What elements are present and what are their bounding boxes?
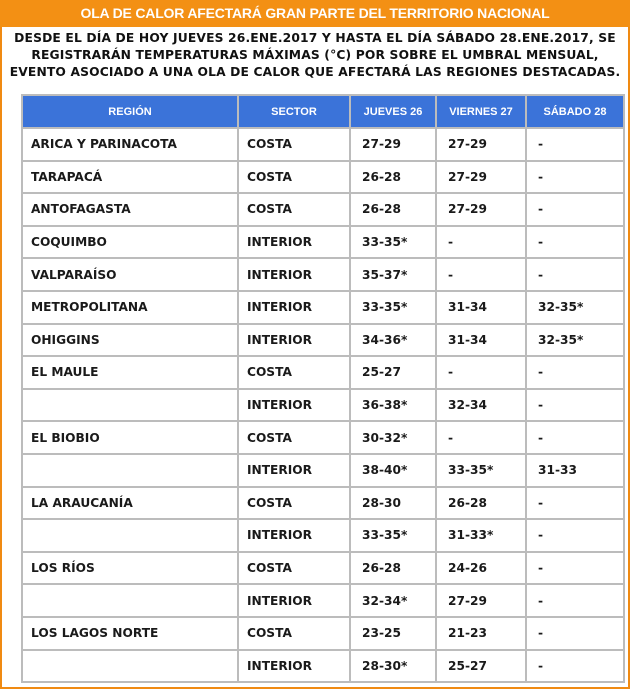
cell-region: METROPOLITANA [23,292,237,323]
cell-sabado: - [527,618,623,649]
cell-region: ARICA Y PARINACOTA [23,129,237,160]
cell-region: COQUIMBO [23,227,237,258]
cell-region: VALPARAÍSO [23,259,237,290]
intro-line: REGISTRARÁN TEMPERATURAS MÁXIMAS (°C) POR SOBRE EL UMBRAL MENSUAL, [31,48,599,62]
cell-viernes: 31-34 [437,325,525,356]
temperature-table [21,94,625,683]
table-row [23,585,623,616]
cell-region: ANTOFAGASTA [23,194,237,225]
table-row [23,455,623,486]
cell-sector: COSTA [239,618,349,649]
cell-jueves: 26-28 [351,162,435,193]
cell-sector: COSTA [239,488,349,519]
cell-sabado: - [527,422,623,453]
cell-viernes: 21-23 [437,618,525,649]
cell-jueves: 32-34* [351,585,435,616]
cell-sector: INTERIOR [239,325,349,356]
table-row [23,259,623,290]
cell-sector: COSTA [239,194,349,225]
cell-viernes: 27-29 [437,162,525,193]
cell-sector: INTERIOR [239,455,349,486]
cell-jueves: 25-27 [351,357,435,388]
table-row [23,194,623,225]
cell-region: OHIGGINS [23,325,237,356]
cell-sector: INTERIOR [239,520,349,551]
cell-jueves: 26-28 [351,553,435,584]
intro-line: DESDE EL DÍA DE HOY JUEVES 26.ENE.2017 Y HASTA EL DÍA SÁBADO 28.ENE.2017, SE [14,31,616,45]
table-row [23,292,623,323]
cell-region [23,585,237,616]
cell-sector: COSTA [239,553,349,584]
cell-sector: INTERIOR [239,259,349,290]
cell-sabado: - [527,553,623,584]
cell-region [23,390,237,421]
cell-viernes: 24-26 [437,553,525,584]
cell-sabado: - [527,227,623,258]
cell-sabado: - [527,520,623,551]
cell-region: EL MAULE [23,357,237,388]
cell-sector: INTERIOR [239,390,349,421]
cell-sector: COSTA [239,162,349,193]
cell-region: EL BIOBIO [23,422,237,453]
cell-sabado: - [527,162,623,193]
cell-viernes: 32-34 [437,390,525,421]
cell-sabado: - [527,194,623,225]
cell-sabado: 32-35* [527,325,623,356]
cell-sabado: 31-33 [527,455,623,486]
cell-viernes: - [437,357,525,388]
cell-viernes: 27-29 [437,194,525,225]
cell-viernes: - [437,259,525,290]
cell-jueves: 28-30* [351,651,435,682]
table-row [23,618,623,649]
header-sector: SECTOR [239,96,349,127]
cell-jueves: 28-30 [351,488,435,519]
cell-jueves: 38-40* [351,455,435,486]
cell-jueves: 26-28 [351,194,435,225]
cell-viernes: - [437,422,525,453]
cell-sabado: - [527,651,623,682]
table-row [23,325,623,356]
cell-sector: INTERIOR [239,227,349,258]
cell-jueves: 33-35* [351,292,435,323]
table-row [23,553,623,584]
table-body [23,129,623,681]
cell-viernes: 26-28 [437,488,525,519]
intro-text [4,30,626,81]
header-jueves: JUEVES 26 [351,96,435,127]
cell-viernes: - [437,227,525,258]
table-row [23,520,623,551]
cell-region: LOS RÍOS [23,553,237,584]
table-row [23,488,623,519]
cell-viernes: 31-34 [437,292,525,323]
cell-viernes: 27-29 [437,585,525,616]
cell-viernes: 25-27 [437,651,525,682]
table-row [23,227,623,258]
cell-viernes: 33-35* [437,455,525,486]
cell-region [23,651,237,682]
cell-sector: INTERIOR [239,292,349,323]
table-header-row [23,96,623,127]
header-region: REGIÓN [23,96,237,127]
table-row [23,357,623,388]
cell-sabado: 32-35* [527,292,623,323]
cell-sabado: - [527,129,623,160]
cell-viernes: 27-29 [437,129,525,160]
cell-sector: COSTA [239,357,349,388]
intro-line: EVENTO ASOCIADO A UNA OLA DE CALOR QUE AFECTARÁ LAS REGIONES DESTACADAS. [9,65,621,79]
cell-jueves: 30-32* [351,422,435,453]
cell-sector: COSTA [239,422,349,453]
cell-sabado: - [527,259,623,290]
cell-jueves: 33-35* [351,520,435,551]
page-title: OLA DE CALOR AFECTARÁ GRAN PARTE DEL TERRITORIO NACIONAL [0,0,630,27]
cell-jueves: 33-35* [351,227,435,258]
cell-region: LA ARAUCANÍA [23,488,237,519]
cell-jueves: 35-37* [351,259,435,290]
cell-sector: INTERIOR [239,651,349,682]
cell-sector: INTERIOR [239,585,349,616]
cell-region: TARAPACÁ [23,162,237,193]
cell-jueves: 34-36* [351,325,435,356]
cell-sabado: - [527,390,623,421]
table-row [23,129,623,160]
cell-viernes: 31-33* [437,520,525,551]
table-row [23,162,623,193]
cell-sabado: - [527,357,623,388]
cell-sabado: - [527,488,623,519]
table-row [23,651,623,682]
cell-jueves: 23-25 [351,618,435,649]
header-viernes: VIERNES 27 [437,96,525,127]
cell-jueves: 36-38* [351,390,435,421]
cell-sabado: - [527,585,623,616]
cell-sector: COSTA [239,129,349,160]
table-row [23,390,623,421]
table-row [23,422,623,453]
cell-region: LOS LAGOS NORTE [23,618,237,649]
cell-region [23,455,237,486]
header-sabado: SÁBADO 28 [527,96,623,127]
cell-region [23,520,237,551]
cell-jueves: 27-29 [351,129,435,160]
